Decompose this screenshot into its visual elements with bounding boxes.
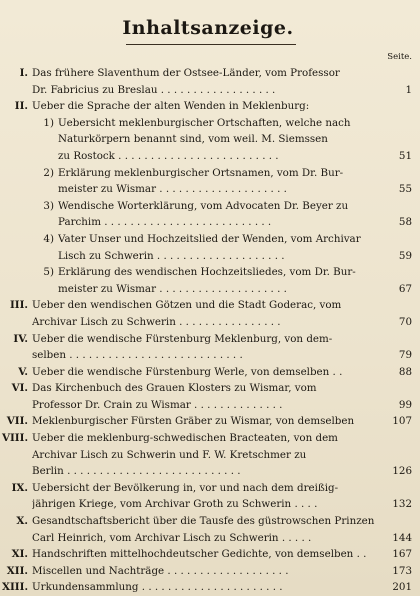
entry-line: Miscellen und Nachträge . . . . . . . . . . . . . . . . . . . (32, 564, 289, 577)
toc-entry (2, 65, 414, 98)
entry-page-number: 58 (398, 216, 412, 229)
entry-number: XII. (6, 564, 28, 577)
entry-number: 4) (43, 232, 54, 245)
entry-number: IX. (11, 481, 28, 494)
entry-line: Erklärung meklenburgischer Ortsnamen, vom Dr. Bur- (58, 166, 344, 179)
entry-number: I. (19, 67, 28, 79)
entry-line: meister zu Wismar . . . . . . . . . . . . . . . . . . . . (58, 282, 287, 295)
entry-line: Archivar Lisch zu Schwerin und F. W. Kretschmer zu (32, 448, 307, 461)
toc-subentry (2, 165, 414, 198)
page-column-header: Seite. (387, 52, 412, 62)
entry-number: 1) (43, 116, 54, 129)
entry-line: Ueber die wendische Fürstenburg Meklenburg, von dem- (32, 332, 333, 345)
toc-entry (2, 413, 414, 430)
toc-entry (2, 297, 414, 330)
entry-number: 5) (43, 266, 54, 279)
entry-line: Ueber die Sprache der alten Wenden in Meklenburg: (32, 100, 310, 113)
entry-page-number: 173 (392, 564, 412, 577)
entry-number: VIII. (2, 432, 29, 445)
entry-line: Gesandtschaftsbericht über die Tausfe des güstrowschen Prinzen (32, 515, 375, 528)
entry-page-number: 67 (398, 282, 412, 295)
entry-line: Naturkörpern benannt sind, vom weil. M. Siemssen (58, 133, 328, 146)
entry-line: Uebersicht meklenburgischer Ortschaften, welche nach (58, 116, 351, 129)
entry-line: Uebersicht der Bevölkerung in, vor und nach dem dreißig- (32, 481, 339, 494)
toc-entry (2, 546, 414, 563)
entry-line: jährigen Kriege, vom Archivar Groth zu Schwerin . . . . (32, 498, 318, 511)
entry-line: Archivar Lisch zu Schwerin . . . . . . . . . . . . . . . . (32, 315, 281, 328)
page-title: Inhaltsanzeige. (122, 17, 294, 39)
entry-line: Lisch zu Schwerin . . . . . . . . . . . . . . . . . . . . (58, 249, 285, 262)
entry-line: Carl Heinrich, vom Archivar Lisch zu Schwerin . . . . . (32, 531, 312, 544)
toc-list (2, 65, 414, 596)
entry-page-number: 144 (392, 531, 412, 544)
entry-number: XIII. (2, 581, 29, 594)
entry-page-number: 167 (392, 548, 412, 561)
entry-line: Meklenburgischer Fürsten Gräber zu Wismar, von demselben (32, 415, 355, 428)
toc-entry (2, 331, 414, 364)
title-rule (126, 44, 296, 45)
toc-subentry (2, 115, 414, 165)
entry-line: Wendische Worterklärung, vom Advocaten Dr. Beyer zu (58, 199, 349, 212)
entry-number: V. (18, 365, 28, 378)
entry-page-number: 126 (392, 465, 412, 478)
entry-page-number: 59 (398, 249, 412, 262)
entry-line: zu Rostock . . . . . . . . . . . . . . . . . . . . . . . . . (58, 149, 279, 162)
toc-entry (2, 98, 414, 115)
entry-line: Erklärung des wendischen Hochzeitsliedes, vom Dr. Bur- (58, 266, 356, 279)
entry-line: meister zu Wismar . . . . . . . . . . . . . . . . . . . . (58, 183, 287, 196)
entry-number: 3) (43, 199, 54, 212)
toc-subentry (2, 198, 414, 231)
entry-line: Professor Dr. Crain zu Wismar . . . . . . . . . . . . . . (32, 398, 283, 411)
entry-number: IV. (13, 332, 28, 345)
entry-line: Ueber die meklenburg-schwedischen Bracteaten, von dem (32, 432, 338, 445)
entry-page-number: 132 (392, 498, 412, 511)
entry-line: Handschriften mittelhochdeutscher Gedichte, von demselben . . (32, 548, 367, 561)
entry-line: Dr. Fabricius zu Breslau . . . . . . . . . . . . . . . . . . (32, 83, 276, 96)
entry-page-number: 88 (398, 365, 412, 378)
entry-page-number: 107 (392, 415, 412, 428)
entry-line: Das Kirchenbuch des Grauen Klosters zu Wismar, vom (32, 382, 317, 395)
entry-page-number: 1 (405, 83, 412, 96)
toc-entry (2, 579, 414, 596)
entry-line: Das frühere Slaventhum der Ostsee-Länder, vom Professor (32, 67, 340, 79)
entry-page-number: 99 (398, 398, 412, 411)
entry-number: 2) (43, 166, 54, 179)
entry-number: VI. (11, 382, 28, 395)
entry-page-number: 201 (392, 581, 412, 594)
entry-line: Urkundensammlung . . . . . . . . . . . . . . . . . . . . . . (32, 581, 283, 594)
toc-subentry (2, 231, 414, 264)
entry-line: Ueber den wendischen Götzen und die Stadt Goderac, vom (32, 299, 342, 312)
entry-line: selben . . . . . . . . . . . . . . . . . . . . . . . . . . . (32, 349, 243, 362)
toc-entry (2, 380, 414, 413)
entry-number: VII. (6, 415, 28, 428)
entry-page-number: 55 (398, 183, 412, 196)
toc-entry (2, 364, 414, 381)
entry-number: II. (14, 100, 28, 113)
entry-page-number: 79 (398, 349, 412, 362)
entry-number: III. (9, 299, 28, 312)
entry-line: Ueber die wendische Fürstenburg Werle, von demselben . . (32, 365, 343, 378)
entry-line: Vater Unser und Hochzeitslied der Wenden, vom Archivar (58, 232, 361, 245)
entry-line: Parchim . . . . . . . . . . . . . . . . . . . . . . . . . . (58, 216, 272, 229)
entry-number: X. (16, 515, 28, 528)
toc-entry (2, 430, 414, 480)
toc-entry (2, 513, 414, 546)
entry-page-number: 51 (398, 149, 412, 162)
toc-entry (2, 480, 414, 513)
entry-number: XI. (11, 548, 28, 561)
toc-entry (2, 563, 414, 580)
toc-subentry (2, 264, 414, 297)
entry-page-number: 70 (398, 315, 412, 328)
entry-line: Berlin . . . . . . . . . . . . . . . . . . . . . . . . . . . (32, 465, 241, 478)
